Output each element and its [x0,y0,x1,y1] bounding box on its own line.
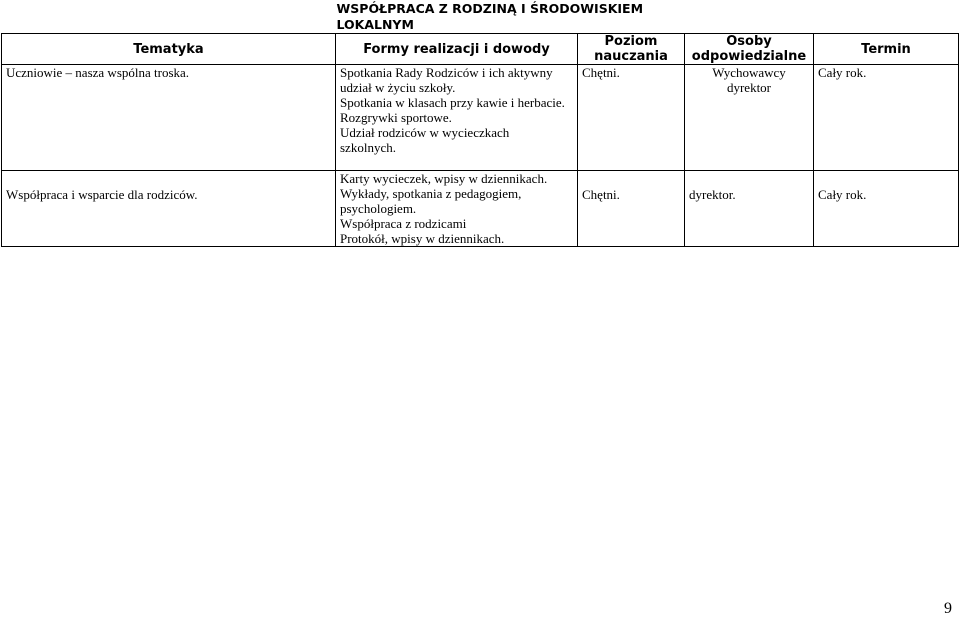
row1-topic: Uczniowie – nasza wspólna troska. [2,65,336,171]
header-term: Termin [814,34,959,65]
page-number: 9 [944,600,952,617]
row1-forms [336,65,578,171]
header-persons [685,34,814,65]
row1-forms-line: udział w życiu szkoły. [340,80,456,95]
row2-forms-line: psychologiem. [340,201,417,216]
row1-level: Chętni. [578,65,685,171]
row1-persons-line: dyrektor [726,80,772,95]
header-persons-line2: odpowiedzialne [691,49,807,64]
cooperation-table [1,1,959,247]
table-title: WSPÓŁPRACA Z RODZINĄ I ŚRODOWISKIEM LOKALNYM [336,1,685,34]
row1-forms-line: szkolnych. [340,140,396,155]
row2-persons: dyrektor. [685,171,814,247]
header-level-line2: nauczania [594,49,668,64]
header-level-line1: Poziom [604,34,658,49]
table-title-row [2,1,959,34]
table-row [2,171,959,247]
row1-forms-line: Spotkania Rady Rodziców i ich aktywny [340,65,553,80]
table-row [2,65,959,171]
row2-forms-line: Współpraca z rodzicami [340,216,467,231]
row1-term: Cały rok. [814,65,959,171]
row1-forms-line: Udział rodziców w wycieczkach [340,125,510,140]
header-topic: Tematyka [2,34,336,65]
header-level [578,34,685,65]
row1-persons [685,65,814,171]
row2-forms [336,171,578,247]
row2-forms-line: Karty wycieczek, wpisy w dziennikach. [340,171,548,186]
row2-topic: Współpraca i wsparcie dla rodziców. [2,171,336,247]
row2-forms-line: Protokół, wpisy w dziennikach. [340,231,505,246]
header-persons-line1: Osoby [726,34,772,49]
header-row [2,34,959,65]
row1-persons-line: Wychowawcy [712,65,786,80]
header-forms: Formy realizacji i dowody [336,34,578,65]
row2-term: Cały rok. [814,171,959,247]
row1-forms-line: Spotkania w klasach przy kawie i herbacie. [340,95,565,110]
row2-level: Chętni. [578,171,685,247]
row2-forms-line: Wykłady, spotkania z pedagogiem, [340,186,522,201]
row1-forms-line: Rozgrywki sportowe. [340,110,452,125]
